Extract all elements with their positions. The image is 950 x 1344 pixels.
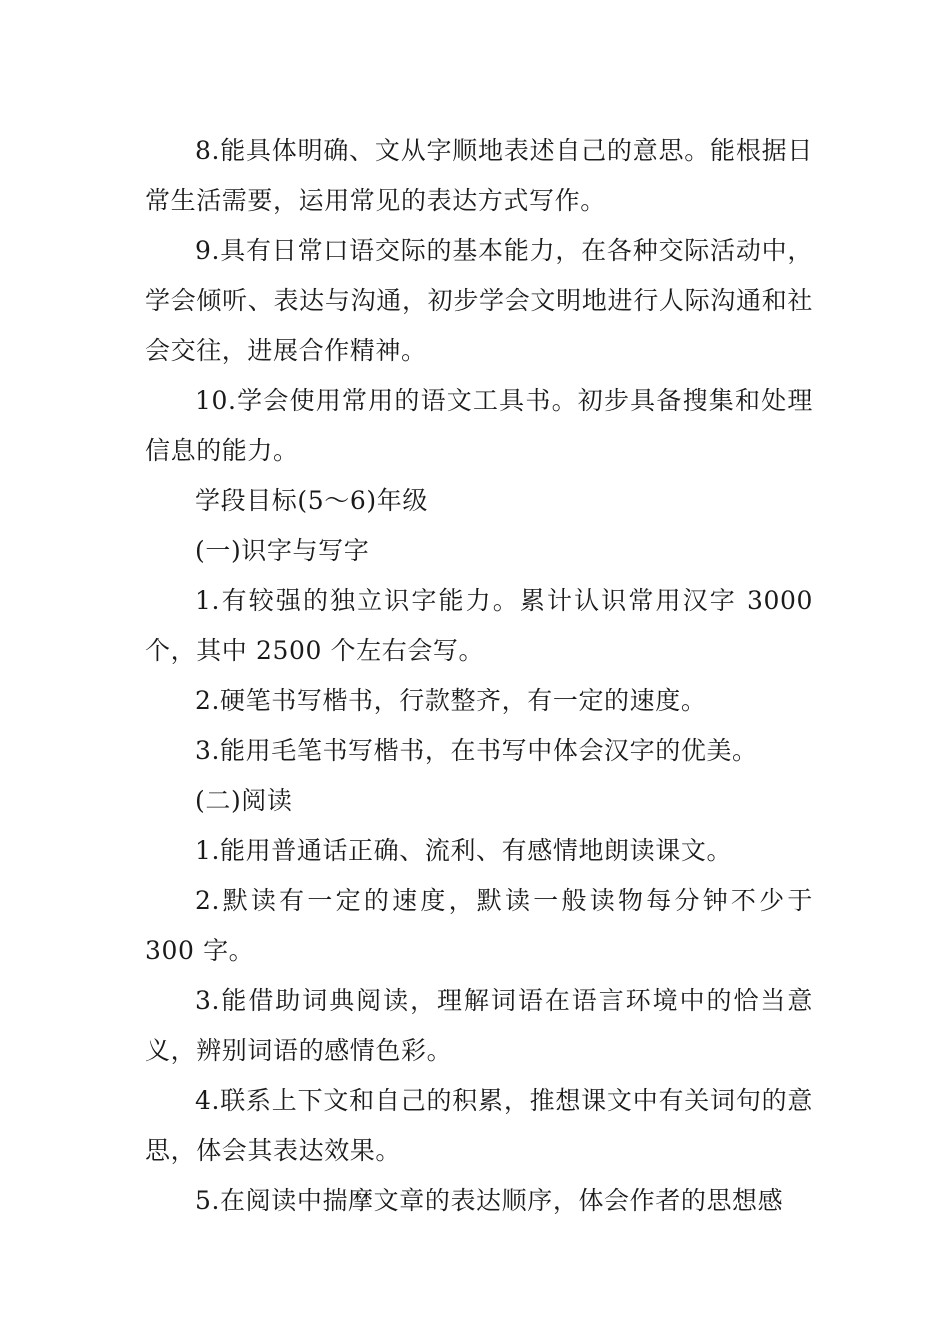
paragraph-item-reading-1: 1.能用普通话正确、流利、有感情地朗读课文。 (195, 836, 733, 865)
section-heading-stage-goals: 学段目标(5～6)年级 (195, 486, 428, 515)
paragraph-item-reading-5: 5.在阅读中揣摩文章的表达顺序，体会作者的思想感 (195, 1186, 784, 1215)
paragraph-item-reading-2: 2.默读有一定的速度，默读一般读物每分钟不少于 300 字。 (145, 886, 813, 965)
paragraph-item-9: 9.具有日常口语交际的基本能力，在各种交际活动中，学会倾听、表达与沟通，初步学会文明地进行人际沟通和社会交往，进展合作精神。 (145, 236, 813, 365)
paragraph-item-reading-3: 3.能借助词典阅读，理解词语在语言环境中的恰当意义，辨别词语的感情色彩。 (145, 986, 813, 1065)
paragraph-item-literacy-1: 1.有较强的独立识字能力。累计认识常用汉字 3000 个，其中 2500 个左右会写。 (145, 586, 813, 665)
paragraph-item-literacy-2: 2.硬笔书写楷书，行款整齐，有一定的速度。 (195, 686, 707, 715)
paragraph-item-8: 8.能具体明确、文从字顺地表述自己的意思。能根据日常生活需要，运用常见的表达方式写作。 (145, 136, 813, 215)
subsection-heading-literacy-writing: (一)识字与写字 (195, 536, 370, 565)
paragraph-item-10: 10.学会使用常用的语文工具书。初步具备搜集和处理信息的能力。 (145, 386, 813, 465)
document-body (145, 126, 813, 1226)
paragraph-item-literacy-3: 3.能用毛笔书写楷书，在书写中体会汉字的优美。 (195, 736, 758, 765)
paragraph-item-reading-4: 4.联系上下文和自己的积累，推想课文中有关词句的意思，体会其表达效果。 (145, 1086, 813, 1165)
subsection-heading-reading: (二)阅读 (195, 786, 293, 815)
